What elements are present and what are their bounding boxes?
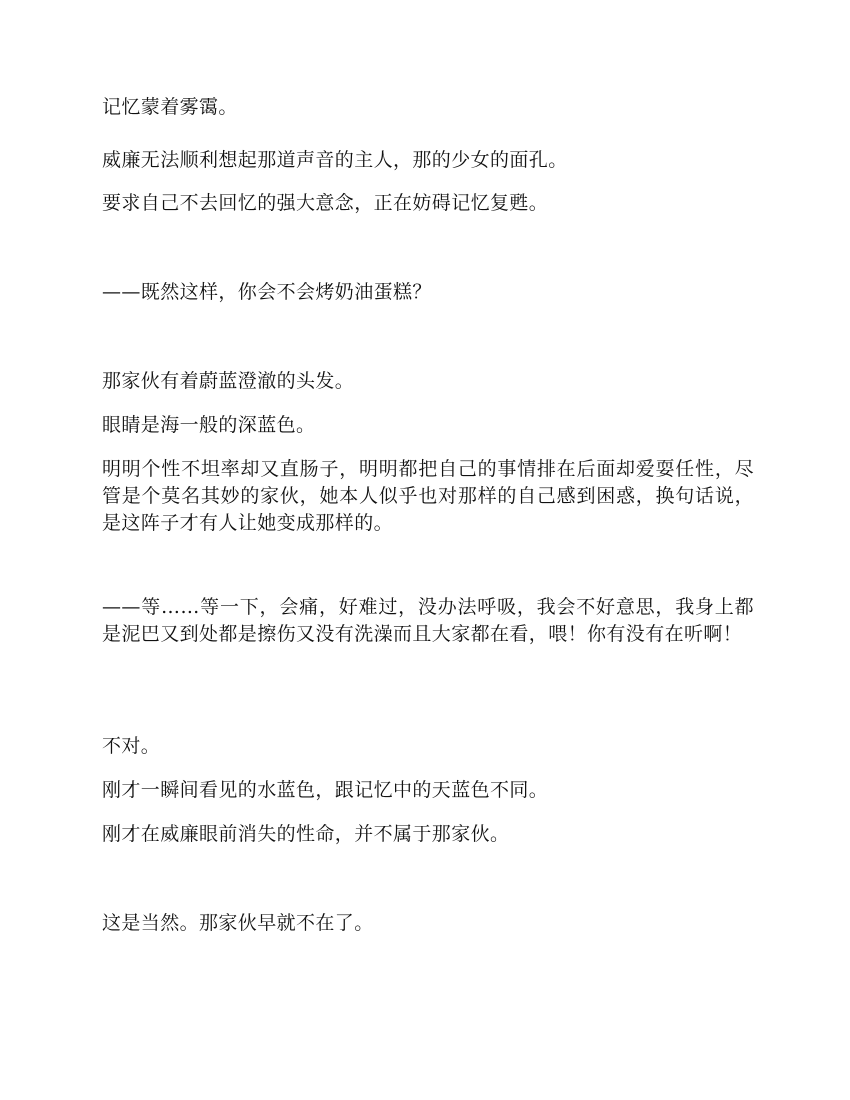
paragraph-blue-hair: 那家伙有着蔚蓝澄澈的头发。 bbox=[102, 370, 355, 392]
paragraph-water-blue: 刚才一瞬间看见的水蓝色，跟记忆中的天蓝色不同。 bbox=[102, 779, 549, 801]
paragraph-life-vanished: 刚才在威廉眼前消失的性命，并不属于那家伙。 bbox=[102, 823, 510, 845]
paragraph-not-right: 不对。 bbox=[102, 735, 161, 757]
paragraph-wait-quote: ——等……等一下，会痛，好难过，没办法呼吸，我会不好意思，我身上都是泥巴又到处都是擦伤又没有洗澡而且大家都在看，喂！你有没有在听啊！ bbox=[102, 596, 754, 645]
paragraph-memory-fog: 记忆蒙着雾霭。 bbox=[102, 96, 238, 118]
paragraph-strong-will: 要求自己不去回忆的强大意念，正在妨碍记忆复甦。 bbox=[102, 192, 549, 214]
paragraph-cannot-recall: 威廉无法顺利想起那道声音的主人，那的少女的面孔。 bbox=[102, 149, 568, 171]
paragraph-personality: 明明个性不坦率却又直肠子，明明都把自己的事情排在后面却爱耍任性，尽管是个莫名其妙的家伙，她本人似乎也对那样的自己感到困惑，换句话说，是这阵子才有人让她变成那样的。 bbox=[102, 458, 754, 534]
paragraph-cream-cake-quote: ——既然这样，你会不会烤奶油蛋糕？ bbox=[102, 281, 432, 303]
paragraph-already-gone: 这是当然。那家伙早就不在了。 bbox=[102, 912, 374, 934]
paragraph-blue-eyes: 眼睛是海一般的深蓝色。 bbox=[102, 414, 316, 436]
